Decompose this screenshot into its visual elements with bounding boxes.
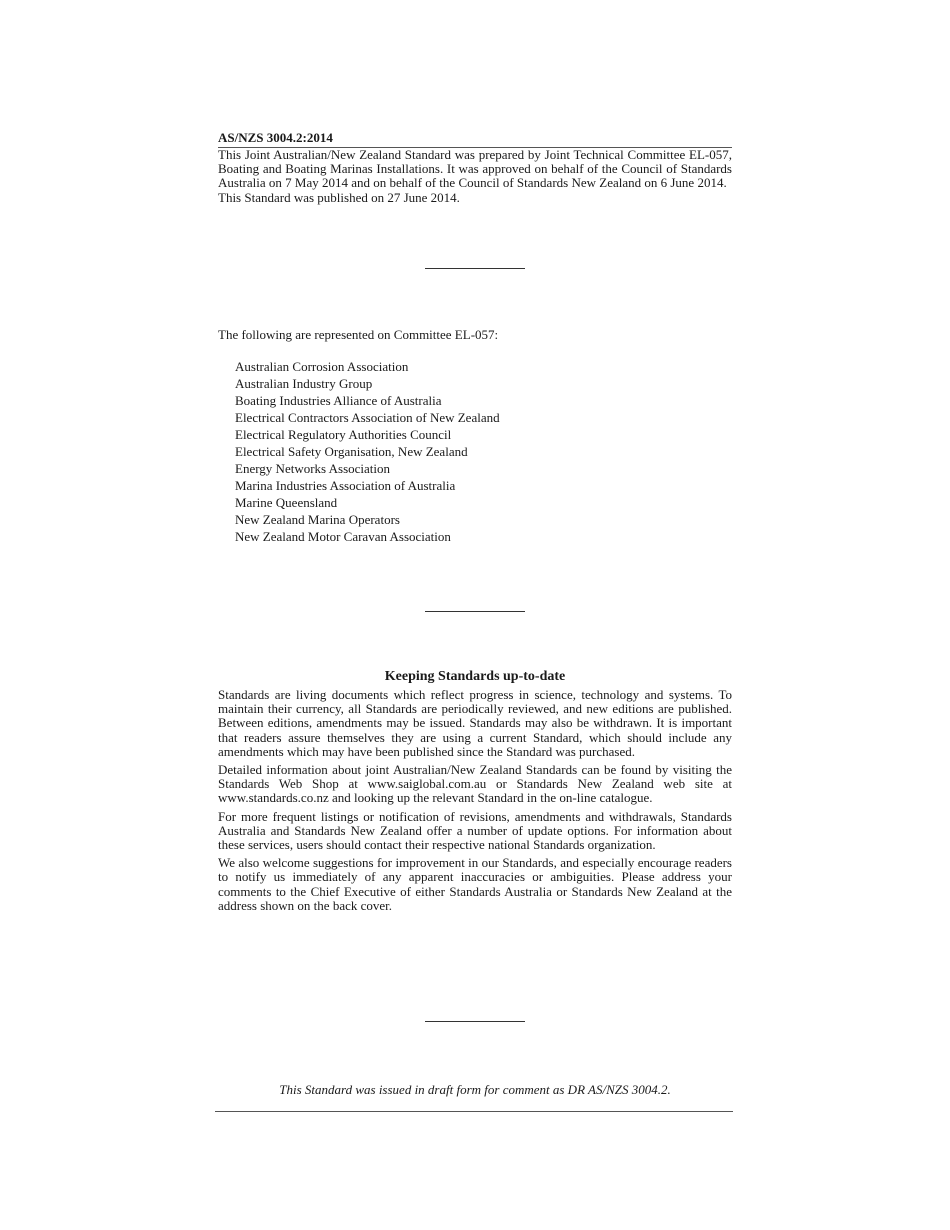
- approval-section: [218, 148, 732, 205]
- list-item: Electrical Safety Organisation, New Zealand: [235, 444, 468, 459]
- list-item: Australian Industry Group: [235, 376, 373, 391]
- section-divider: [425, 268, 525, 269]
- list-item: New Zealand Motor Caravan Association: [235, 529, 451, 544]
- section-heading: Keeping Standards up-to-date: [384, 669, 566, 684]
- document-id: AS/NZS 3004.2:2014: [218, 130, 732, 148]
- body-paragraph: Detailed information about joint Australian/New Zealand Standards can be found by visiting the Standards Web Shop at www.saiglobal.com.au or Standards New Zealand web site at www.standards.co.nz and looking up the relevant Standard in the on-line catalogue.: [218, 762, 732, 806]
- keeping-up-to-date-section: [218, 688, 732, 917]
- publication-paragraph: This Standard was published on 27 June 2014.: [218, 189, 460, 205]
- list-item: Electrical Regulatory Authorities Council: [235, 427, 452, 442]
- approval-paragraph: This Joint Australian/New Zealand Standard was prepared by Joint Technical Committee EL-057, Boating and Boating Marinas Installations. It was approved on behalf of the Council of Standards Australia on 7 May 2014 and on behalf of the Council of Standards New Zealand on 6 June 2014.: [218, 147, 732, 191]
- draft-note: This Standard was issued in draft form for comment as DR AS/NZS 3004.2.: [279, 1082, 671, 1097]
- list-item: Energy Networks Association: [235, 461, 391, 476]
- list-item: Boating Industries Alliance of Australia: [235, 393, 442, 408]
- body-paragraph: We also welcome suggestions for improvement in our Standards, and especially encourage readers to notify us immediately of any apparent inaccuracies or ambiguities. Please address your comments to the Chief Executive of either Standards Australia or Standards New Zealand at the address shown on the back cover.: [218, 855, 732, 913]
- section-divider: [425, 1021, 525, 1022]
- list-item: New Zealand Marina Operators: [235, 512, 400, 527]
- body-paragraph: Standards are living documents which reflect progress in science, technology and systems. To maintain their currency, all Standards are periodically reviewed, and new editions are published. Between editions, amendments may be issued. Standards may also be withdrawn. It is important that readers assure themselves they are using a current Standard, which should include any amendments which may have been published since the Standard was purchased.: [218, 687, 732, 759]
- committee-member-list: [235, 358, 500, 545]
- section-divider: [425, 611, 525, 612]
- committee-intro: The following are represented on Committee EL-057:: [218, 327, 499, 342]
- body-paragraph: For more frequent listings or notification of revisions, amendments and withdrawals, Standards Australia and Standards New Zealand offer a number of update options. For information about these services, users should contact their respective national Standards organization.: [218, 808, 732, 853]
- list-item: Marine Queensland: [235, 495, 338, 510]
- footer-rule: [215, 1111, 733, 1112]
- list-item: Australian Corrosion Association: [235, 359, 409, 374]
- list-item: Electrical Contractors Association of New Zealand: [235, 410, 500, 425]
- list-item: Marina Industries Association of Australia: [235, 478, 456, 493]
